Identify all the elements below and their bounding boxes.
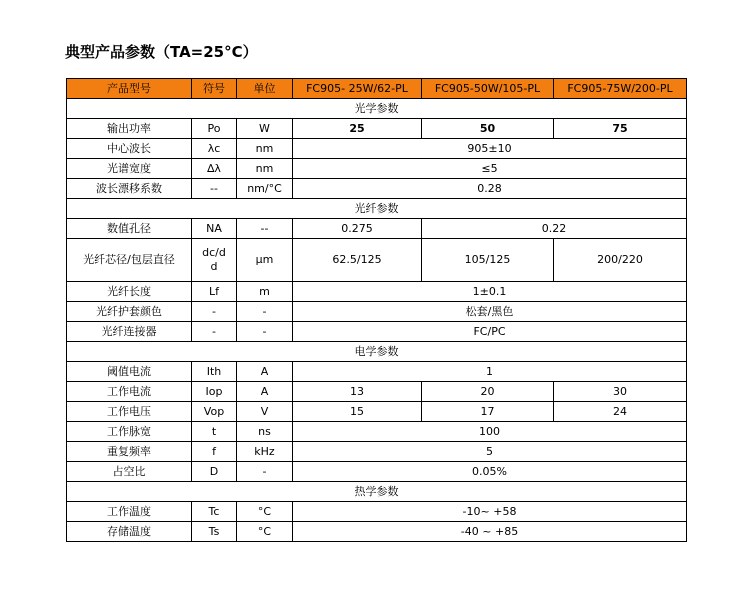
param-value: 1 (293, 362, 687, 382)
param-name: 阈值电流 (67, 362, 192, 382)
section-row (67, 482, 687, 502)
header-cell: FC905- 25W/62-PL (293, 79, 422, 99)
section-title: 光学参数 (67, 99, 687, 119)
param-symbol: NA (192, 219, 237, 239)
param-symbol: D (192, 462, 237, 482)
table-row (67, 362, 687, 382)
table-row (67, 219, 687, 239)
table-row (67, 282, 687, 302)
param-value: 15 (293, 402, 422, 422)
table-row (67, 302, 687, 322)
param-name: 光纤连接器 (67, 322, 192, 342)
param-symbol: Tc (192, 502, 237, 522)
param-value: 17 (422, 402, 554, 422)
param-value: -40 ~ +85 (293, 522, 687, 542)
param-symbol: λc (192, 139, 237, 159)
param-value: FC/PC (293, 322, 687, 342)
spec-table (66, 78, 687, 542)
table-row (67, 322, 687, 342)
param-symbol: t (192, 422, 237, 442)
param-unit: μm (237, 239, 293, 282)
param-name: 光纤长度 (67, 282, 192, 302)
param-value: ≤5 (293, 159, 687, 179)
param-value: 105/125 (422, 239, 554, 282)
table-row (67, 159, 687, 179)
page-title: 典型产品参数（TA=25°C） (65, 43, 258, 61)
param-unit: - (237, 322, 293, 342)
param-symbol: Ith (192, 362, 237, 382)
param-symbol (192, 239, 237, 282)
param-unit: m (237, 282, 293, 302)
param-symbol: Lf (192, 282, 237, 302)
param-unit: nm/°C (237, 179, 293, 199)
param-symbol: f (192, 442, 237, 462)
param-name: 波长漂移系数 (67, 179, 192, 199)
table-row (67, 422, 687, 442)
param-value: 100 (293, 422, 687, 442)
param-unit: - (237, 302, 293, 322)
param-value: 200/220 (554, 239, 687, 282)
param-value: 0.275 (293, 219, 422, 239)
table-row (67, 402, 687, 422)
header-cell: 单位 (237, 79, 293, 99)
param-unit: - (237, 462, 293, 482)
param-symbol: Iop (192, 382, 237, 402)
param-value: 30 (554, 382, 687, 402)
param-unit: W (237, 119, 293, 139)
param-name: 光纤芯径/包层直径 (67, 239, 192, 282)
table-row (67, 179, 687, 199)
header-cell: FC905-75W/200-PL (554, 79, 687, 99)
param-value: 13 (293, 382, 422, 402)
section-row (67, 99, 687, 119)
param-symbol: -- (192, 179, 237, 199)
param-value: -10~ +58 (293, 502, 687, 522)
header-cell: FC905-50W/105-PL (422, 79, 554, 99)
table-row (67, 442, 687, 462)
param-symbol: Vop (192, 402, 237, 422)
param-name: 占空比 (67, 462, 192, 482)
param-symbol: - (192, 302, 237, 322)
param-value: 20 (422, 382, 554, 402)
param-value: 0.05% (293, 462, 687, 482)
param-unit: ns (237, 422, 293, 442)
param-name: 输出功率 (67, 119, 192, 139)
section-title: 热学参数 (67, 482, 687, 502)
param-unit: V (237, 402, 293, 422)
param-value: 5 (293, 442, 687, 462)
param-value: 62.5/125 (293, 239, 422, 282)
symbol-line: d (210, 260, 218, 273)
param-unit: °C (237, 522, 293, 542)
symbol-line: dc/d (202, 246, 226, 259)
param-value: 松套/黑色 (293, 302, 687, 322)
param-symbol: ∆λ (192, 159, 237, 179)
param-unit: °C (237, 502, 293, 522)
param-value: 0.22 (422, 219, 687, 239)
param-value: 0.28 (293, 179, 687, 199)
param-symbol: Po (192, 119, 237, 139)
param-name: 光谱宽度 (67, 159, 192, 179)
param-value: 50 (422, 119, 554, 139)
header-cell: 产品型号 (67, 79, 192, 99)
param-value: 905±10 (293, 139, 687, 159)
param-symbol: - (192, 322, 237, 342)
param-value: 75 (554, 119, 687, 139)
section-row (67, 199, 687, 219)
table-header-row (67, 79, 687, 99)
param-unit: nm (237, 159, 293, 179)
param-value: 1±0.1 (293, 282, 687, 302)
param-unit: kHz (237, 442, 293, 462)
param-unit: A (237, 362, 293, 382)
param-unit: A (237, 382, 293, 402)
header-cell: 符号 (192, 79, 237, 99)
param-name: 数值孔径 (67, 219, 192, 239)
param-name: 重复频率 (67, 442, 192, 462)
section-row (67, 342, 687, 362)
table-row (67, 139, 687, 159)
param-value: 24 (554, 402, 687, 422)
table-row (67, 462, 687, 482)
param-name: 中心波长 (67, 139, 192, 159)
param-name: 工作电流 (67, 382, 192, 402)
param-name: 工作温度 (67, 502, 192, 522)
table-row (67, 502, 687, 522)
table-row (67, 382, 687, 402)
section-title: 光纤参数 (67, 199, 687, 219)
param-name: 工作电压 (67, 402, 192, 422)
param-unit: nm (237, 139, 293, 159)
param-name: 存储温度 (67, 522, 192, 542)
section-title: 电学参数 (67, 342, 687, 362)
table-row (67, 239, 687, 282)
param-name: 光纤护套颜色 (67, 302, 192, 322)
param-unit: -- (237, 219, 293, 239)
param-name: 工作脉宽 (67, 422, 192, 442)
param-symbol: Ts (192, 522, 237, 542)
table-row (67, 119, 687, 139)
table-row (67, 522, 687, 542)
param-value: 25 (293, 119, 422, 139)
